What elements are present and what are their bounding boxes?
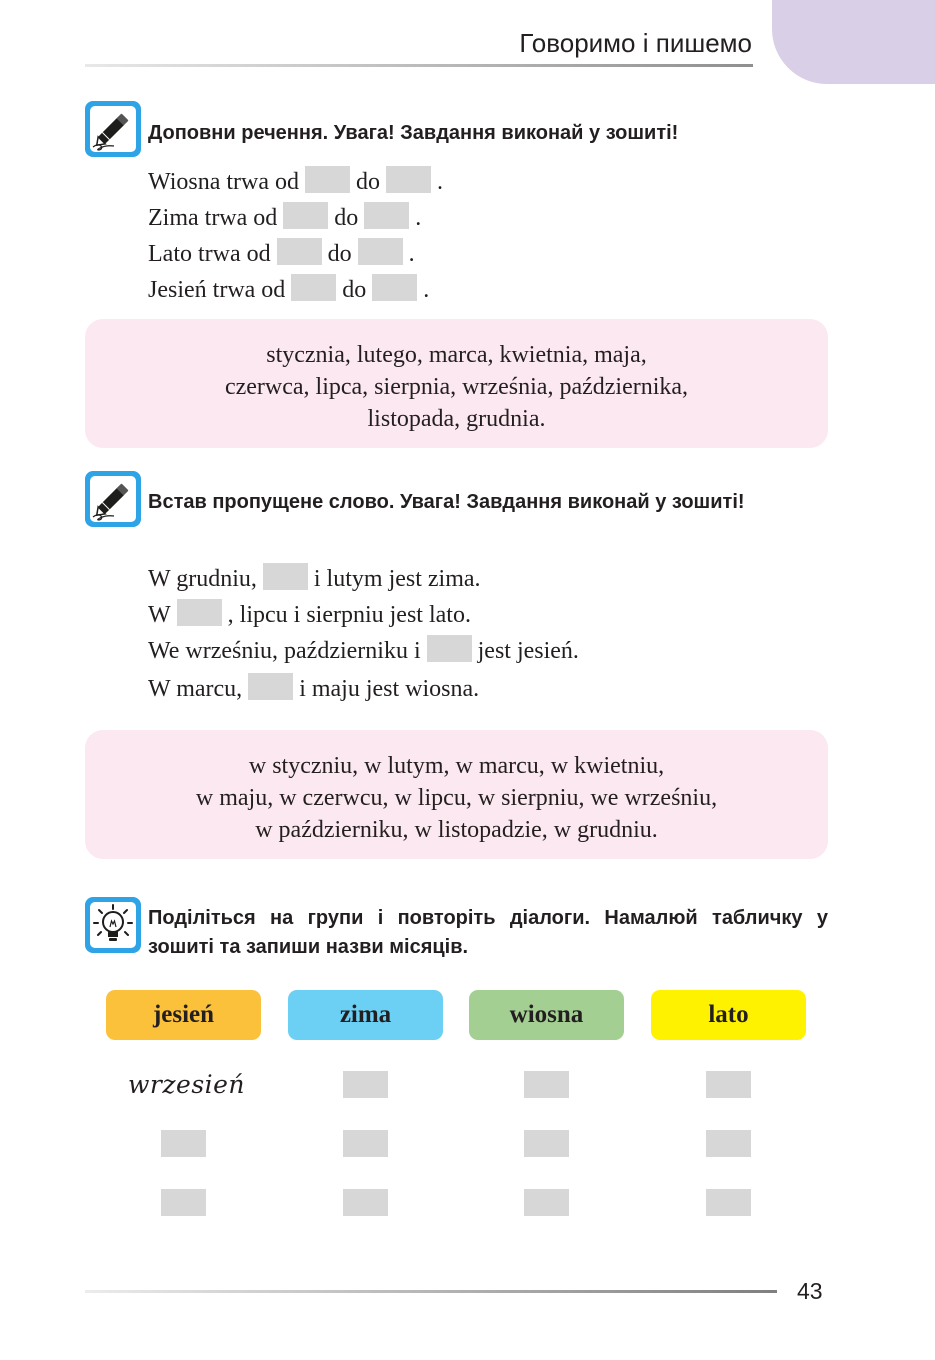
task1-line-3: Lato trwa od do .: [148, 238, 415, 268]
word-bank-line: w styczniu, w lutym, w marcu, w kwietniu,: [248, 753, 665, 779]
blank: [364, 202, 409, 229]
table-cell-blank: [706, 1130, 751, 1157]
blank: [277, 238, 322, 265]
season-header-zima: zima: [288, 990, 443, 1040]
page-number: 43: [797, 1278, 823, 1304]
blank: [386, 166, 431, 193]
footer-divider: [85, 1290, 777, 1293]
blank: [427, 635, 472, 662]
corner-tab: [772, 0, 935, 84]
blank: [283, 202, 328, 229]
table-cell-blank: [343, 1071, 388, 1098]
word-bank-line: w maju, w czerwcu, w lipcu, w sierpniu, we wrześniu,: [195, 785, 718, 811]
table-cell-blank: [161, 1189, 206, 1216]
blank: [248, 673, 293, 700]
task1-line-1: Wiosna trwa od do .: [148, 166, 443, 196]
task3-title: Поділіться на групи і повторіть діалоги. Намалюй табличку у зошиті та запиши назви місяців.: [148, 907, 828, 958]
task2-line-1: W grudniu, i lutym jest zima.: [148, 563, 481, 593]
blank: [305, 166, 350, 193]
table-cell-blank: [706, 1189, 751, 1216]
word-bank-line: stycznia, lutego, marca, kwietnia, maja,: [266, 342, 647, 368]
task2-line-4: W marcu, i maju jest wiosna.: [148, 673, 479, 703]
word-bank-line: listopada, grudnia.: [367, 406, 546, 432]
blank: [263, 563, 308, 590]
season-header-jesien: jesień: [106, 990, 261, 1040]
season-header-lato: lato: [651, 990, 806, 1040]
task1-line-2: Zima trwa od do .: [148, 202, 421, 232]
task2-word-bank: [85, 730, 828, 859]
lightbulb-icon: [85, 897, 141, 953]
header-divider: [85, 64, 753, 67]
table-cell-blank: [524, 1071, 569, 1098]
task1-title: Доповни речення. Увага! Завдання виконай у зошиті!: [148, 122, 679, 144]
word-bank-line: czerwca, lipca, sierpnia, września, października,: [224, 374, 689, 400]
task2-line-2: W , lipcu i sierpniu jest lato.: [148, 599, 471, 629]
task2-title: Встав пропущене слово. Увага! Завдання виконай у зошиті!: [148, 491, 745, 513]
pen-icon: [85, 471, 141, 527]
table-cell-blank: [343, 1130, 388, 1157]
season-header-wiosna: wiosna: [469, 990, 624, 1040]
page-header-title: Говоримо і пишемо: [519, 28, 752, 58]
table-cell-blank: [524, 1130, 569, 1157]
word-bank-line: w październiku, w listopadzie, w grudniu.: [255, 817, 658, 843]
blank: [372, 274, 417, 301]
handwritten-example: wrzesień: [128, 1070, 246, 1099]
pen-icon: [85, 101, 141, 157]
blank: [291, 274, 336, 301]
blank: [358, 238, 403, 265]
table-cell-blank: [343, 1189, 388, 1216]
table-cell-blank: [524, 1189, 569, 1216]
blank: [177, 599, 222, 626]
task1-line-4: Jesień trwa od do .: [148, 274, 429, 304]
task2-line-3: We wrześniu, październiku i jest jesień.: [148, 635, 579, 665]
table-cell-blank: [706, 1071, 751, 1098]
table-cell-blank: [161, 1130, 206, 1157]
task1-word-bank: [85, 319, 828, 448]
